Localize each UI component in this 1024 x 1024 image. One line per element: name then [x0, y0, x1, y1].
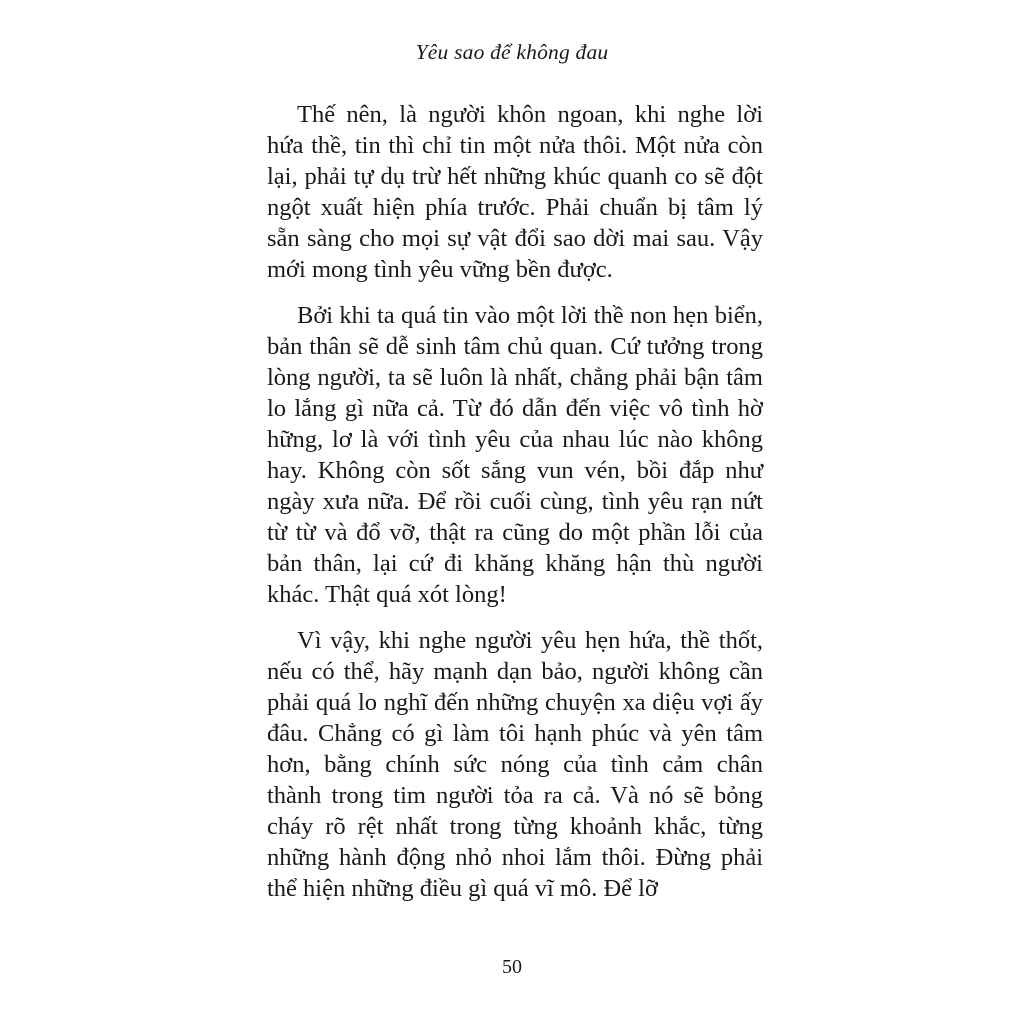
- paragraph-1: Thế nên, là người khôn ngoan, khi nghe lời hứa thề, tin thì chỉ tin một nửa thôi. Một nửa còn lại, phải tự dụ trừ hết những khúc quanh co sẽ đột ngột xuất hiện phía trước. Phải chuẩn bị tâm lý sẵn sàng cho mọi sự vật đổi sao dời mai sau. Vậy mới mong tình yêu vững bền được.: [267, 101, 763, 283]
- page-number: 50: [502, 956, 522, 978]
- paragraph-3: Vì vậy, khi nghe người yêu hẹn hứa, thề thốt, nếu có thể, hãy mạnh dạn bảo, người không cần phải quá lo nghĩ đến những chuyện xa diệu vợi ấy đâu. Chẳng có gì làm tôi hạnh phúc và yên tâm hơn, bằng chính sức nóng của tình cảm chân thành trong tim người tỏa ra cả. Và nó sẽ bỏng cháy rõ rệt nhất trong từng khoảnh khắc, từng những hành động nhỏ nhoi lắm thôi. Đừng phải thể hiện những điều gì quá vĩ mô. Để lỡ: [267, 627, 763, 902]
- paragraph-2: Bởi khi ta quá tin vào một lời thề non hẹn biển, bản thân sẽ dễ sinh tâm chủ quan. Cứ tưởng trong lòng người, ta sẽ luôn là nhất, chẳng phải bận tâm lo lắng gì nữa cả. Từ đó dẫn đến việc vô tình hờ hững, lơ là với tình yêu của nhau lúc nào không hay. Không còn sốt sắng vun vén, bồi đắp như ngày xưa nữa. Để rồi cuối cùng, tình yêu rạn nứt từ từ và đổ vỡ, thật ra cũng do một phần lỗi của bản thân, lại cứ đi khăng khăng hận thù người khác. Thật quá xót lòng!: [267, 302, 763, 608]
- running-header: Yêu sao để không đau: [415, 40, 609, 64]
- text-block: [267, 99, 763, 904]
